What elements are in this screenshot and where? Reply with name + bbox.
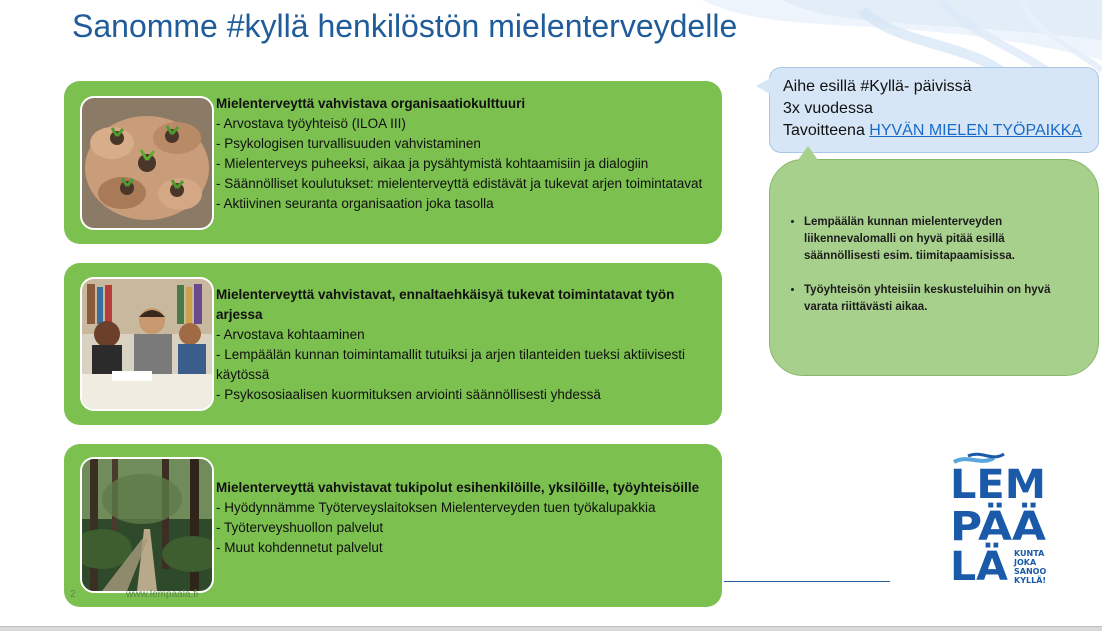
footer-url: www.lempaala.fi <box>126 589 199 600</box>
forest-boardwalk-image <box>80 457 214 593</box>
logo-row-1: LEM <box>950 462 1046 508</box>
list-item: - Lempäälän kunnan toimintamallit tutuiksi ja arjen tilanteiden tueksi aktiivisesti käytössä <box>216 347 685 382</box>
bottom-bar <box>0 626 1102 631</box>
logo-slogan-4: KYLLÄ! <box>1014 576 1047 584</box>
callout-tail <box>756 78 770 94</box>
callout-line <box>783 120 1082 142</box>
logo-slogan-2: JOKA <box>1014 558 1037 567</box>
list-item: - Muut kohdennetut palvelut <box>216 540 383 555</box>
card-list <box>216 325 712 405</box>
card-heading: Mielenterveyttä vahvistavat tukipolut esihenkilöille, yksilöille, työyhteisöille <box>216 480 700 495</box>
callout-prefix: Tavoitteena <box>783 122 870 139</box>
card-list <box>216 114 712 214</box>
card-text <box>216 285 712 405</box>
list-item: - Psykologisen turvallisuuden vahvistaminen <box>216 136 481 151</box>
list-item: - Aktiivinen seuranta organisaation joka tasolla <box>216 196 494 211</box>
list-item: - Mielenterveys puheeksi, aikaa ja pysähtymistä kohtaamisiin ja dialogiin <box>216 156 649 171</box>
logo-slogan-1: KUNTA <box>1014 549 1045 558</box>
card-prevention-practices <box>64 263 722 425</box>
hands-holding-seedlings-image <box>80 96 214 230</box>
logo-row-3: LÄ <box>950 544 1007 584</box>
lempaala-logo <box>948 452 1060 584</box>
list-item: - Arvostava kohtaaminen <box>216 327 365 342</box>
callout-tips <box>769 159 1099 376</box>
callout-line: Aihe esillä #Kyllä- päivissä <box>783 78 972 95</box>
card-heading: Mielenterveyttä vahvistava organisaatiokulttuuri <box>216 96 526 111</box>
callout-kylla-days <box>769 67 1099 153</box>
logo-row-2: PÄÄ <box>950 504 1038 550</box>
card-list <box>216 498 712 558</box>
callout-text <box>783 76 1082 142</box>
list-item: - Arvostava työyhteisö (ILOA III) <box>216 116 406 131</box>
tip-item: • Työyhteisön yhteisiin keskusteluihin on hyvä varata riittävästi aikaa. <box>804 282 1080 316</box>
list-item: - Työterveyshuollon palvelut <box>216 520 384 535</box>
page-number: 2 <box>70 589 76 600</box>
hyvan-mielen-tyopaikka-link[interactable]: HYVÄN MIELEN TYÖPAIKKA <box>869 122 1083 139</box>
tip-item: • Lempäälän kunnan mielenterveyden liikennevalomalli on hyvä pitää esillä säännöllisesti esim. tiimitapaamisissa. <box>804 214 1080 265</box>
callout-line: 3x vuodessa <box>783 100 873 117</box>
list-item: - Hyödynnämme Työterveyslaitoksen Mielenterveyden tuen työkalupakkia <box>216 500 656 515</box>
card-heading: Mielenterveyttä vahvistavat, ennaltaehkäisyä tukevat toimintatavat työn arjessa <box>216 287 675 322</box>
logo-slogan-3: SANOO <box>1014 567 1047 576</box>
students-studying-image <box>80 277 214 411</box>
page-title: Sanomme #kyllä henkilöstön mielenterveydelle <box>72 8 738 44</box>
list-item: - Psykososiaalisen kuormituksen arviointi säännöllisesti yhdessä <box>216 387 601 402</box>
list-item: - Säännölliset koulutukset: mielenterveyttä edistävät ja tukevat arjen toimintatavat <box>216 176 703 191</box>
card-text <box>216 94 712 214</box>
card-text <box>216 478 712 558</box>
card-support-paths <box>64 444 722 607</box>
tips-list <box>788 214 1080 333</box>
callout-tail <box>798 146 818 160</box>
footer-line <box>724 581 890 582</box>
card-organisation-culture <box>64 81 722 244</box>
